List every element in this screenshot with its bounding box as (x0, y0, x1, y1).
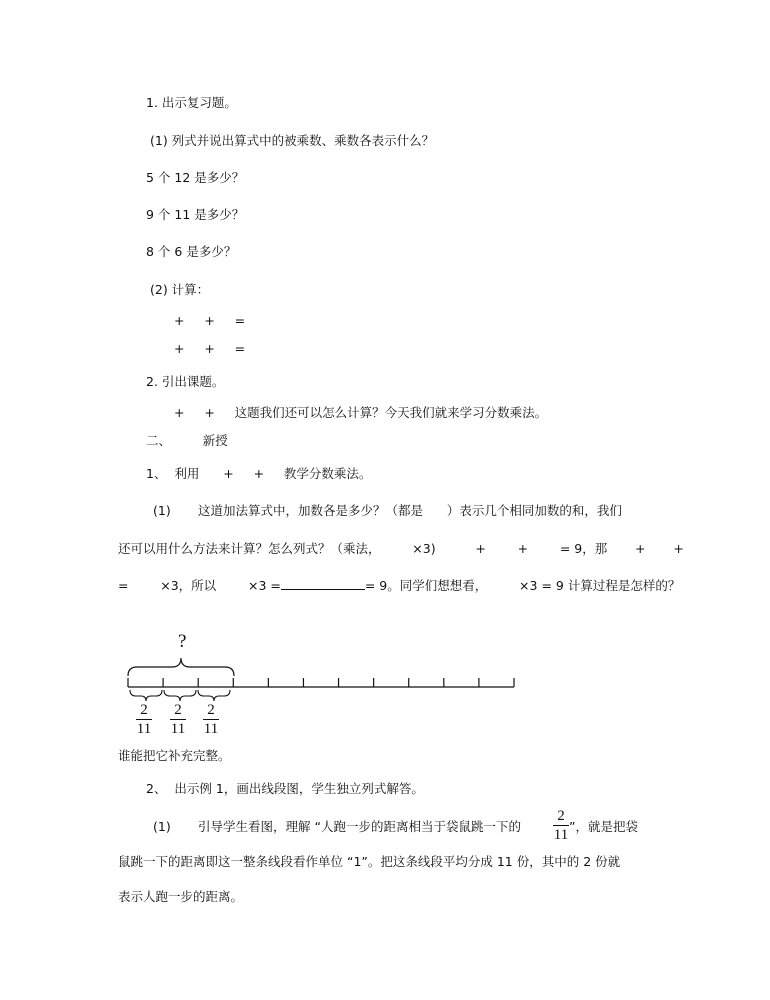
review-item-3: 8 个 6 是多少？ (146, 244, 237, 259)
fraction-numerator: 2 (557, 808, 565, 824)
fraction-denominator: 11 (553, 827, 569, 843)
fraction-numerator: 2 (174, 702, 182, 718)
fraction-bar (136, 719, 152, 720)
fraction-numerator: 2 (140, 702, 148, 718)
para-1-line-2: 还可以用什么方法来计算？怎么列式？（乘法， ×3) + + = 9，那 + + (118, 541, 684, 556)
para-1-number: (1) (153, 503, 171, 518)
bottom-brace-2 (164, 690, 196, 701)
calc-line-2: + + = (174, 341, 246, 356)
bottom-brace-3 (198, 690, 230, 701)
fraction-label-3 (203, 703, 219, 737)
complete-prompt: 谁能把它补充完整。 (118, 748, 231, 763)
para-1-line-3a: = ×3，所以 ×3 = (118, 578, 281, 593)
bottom-brace-1 (130, 690, 162, 701)
para-1-line-3b: = 9。同学们想想看， ×3 = 9 计算过程是怎样的？ (364, 578, 681, 593)
calc-line-1: + + = (174, 313, 246, 328)
para-1-line-1: 这道加法算式中，加数各是多少？（都是 ）表示几个相同加数的和，我们 (198, 503, 622, 518)
para-2-line-1a: 引导学生看图，理解 “人跑一步的距离相当于袋鼠跳一下的 (198, 819, 521, 834)
fraction-label-1 (136, 703, 152, 737)
review-heading: 1. 出示复习题。 (146, 95, 237, 110)
new-step-1: 1、 利用 + + 教学分数乘法。 (146, 466, 372, 481)
fraction-denominator: 11 (203, 721, 219, 737)
fraction-bar (553, 825, 569, 826)
top-brace (128, 658, 234, 676)
intro-line: + + 这题我们还可以怎么计算？今天我们就来学习分数乘法。 (174, 405, 548, 420)
fraction-numerator: 2 (207, 702, 215, 718)
review-item-1: 5 个 12 是多少？ (146, 170, 245, 185)
para-2-line-1b: ”，就是把袋 (569, 819, 638, 834)
para-2-line-3: 表示人跑一步的距离。 (118, 889, 244, 904)
para-2-line-2: 鼠跳一下的距离即这一整条线段看作单位 “1”。把这条线段平均分成 11 份，其中的 2 份就 (118, 854, 621, 869)
para-2-number: (1) (153, 819, 171, 834)
fraction-denominator: 11 (136, 721, 152, 737)
question-mark: ? (178, 631, 187, 652)
inline-fraction (553, 809, 569, 843)
fraction-bar (170, 719, 186, 720)
tick-marks (128, 678, 514, 687)
fraction-bar (203, 719, 219, 720)
new-step-2: 2、 出示例 1，画出线段图，学生独立列式解答。 (146, 781, 424, 796)
fraction-label-2 (170, 703, 186, 737)
review-question-1: (1) 列式并说出算式中的被乘数、乘数各表示什么？ (150, 133, 435, 148)
review-item-2: 9 个 11 是多少？ (146, 207, 245, 222)
fraction-denominator: 11 (170, 721, 186, 737)
new-heading: 二、 新授 (146, 433, 228, 448)
review-question-2: (2) 计算： (150, 282, 210, 297)
intro-heading: 2. 引出课题。 (146, 374, 225, 389)
